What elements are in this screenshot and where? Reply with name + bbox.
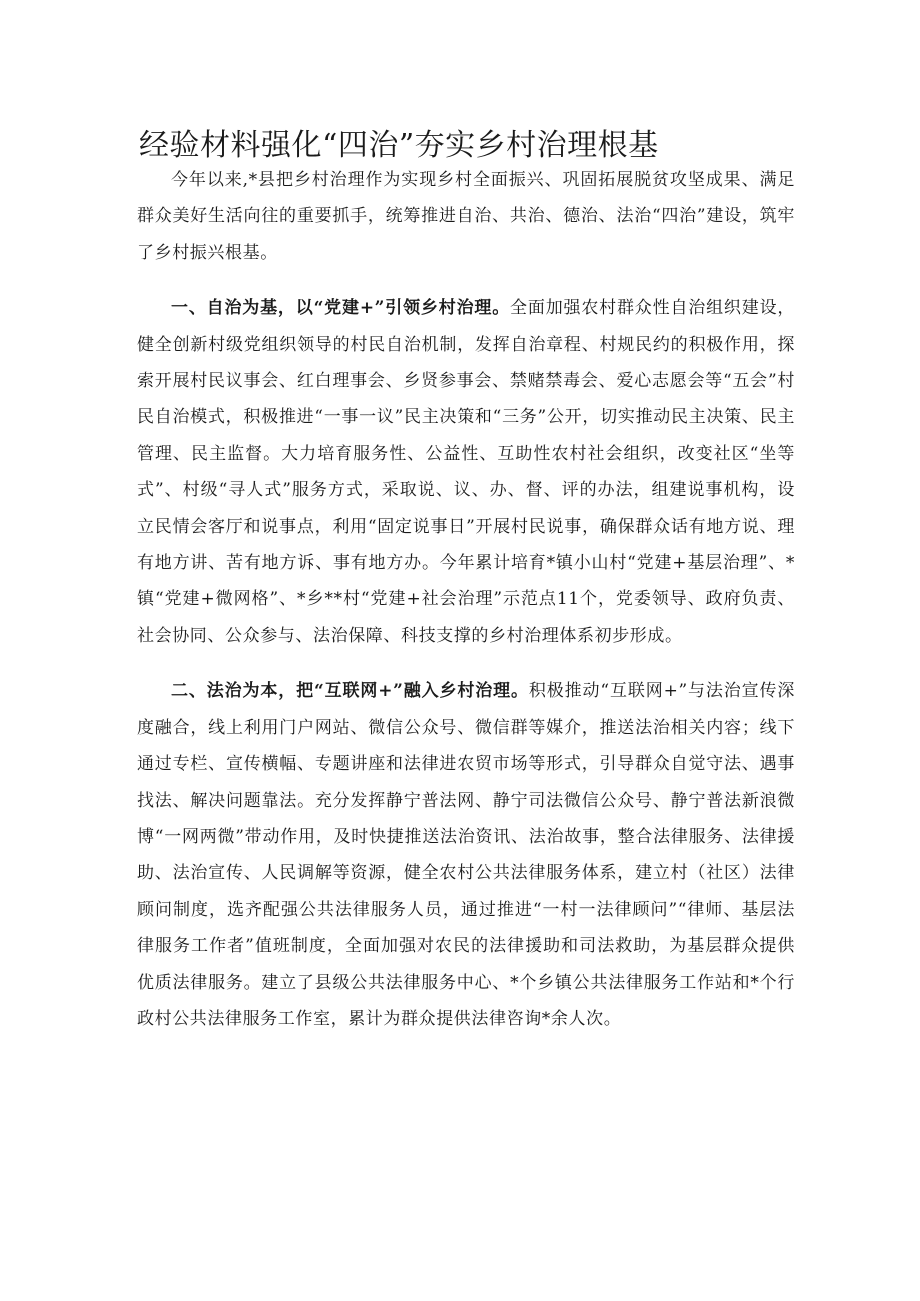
paragraph-section-1 xyxy=(137,290,795,654)
paragraph-text: 积极推动“互联网+”与法治宣传深度融合，线上利用门户网站、微信公众号、微信群等媒介，推送法治相关内容；线下通过专栏、宣传横幅、专题讲座和法律进农贸市场等形式，引导群众自觉守法、遇事找法、解决问题靠法。充分发挥静宁普法网、静宁司法微信公众号、静宁普法新浪微博“一网两微”带动作用，及时快捷推送法治资讯、法治故事，整合法律服务、法律援助、法治宣传、人民调解等资源，健全农村公共法律服务体系，建立村（社区）法律顾问制度，选齐配强公共法律服务人员，通过推进“一村一法律顾问”“律师、基层法律服务工作者”值班制度，全面加强对农民的法律援助和司法救助，为基层群众提供优质法律服务。建立了县级公共法律服务中心、*个乡镇公共法律服务工作站和*个行政村公共法律服务工作室，累计为群众提供法律咨询*余人次。 xyxy=(137,681,795,1029)
section-heading: 二、法治为本，把“互联网+”融入乡村治理。 xyxy=(171,681,529,702)
document-title: 经验材料强化“四治”夯实乡村治理根基 xyxy=(139,128,659,163)
paragraph-text: 全面加强农村群众性自治组织建设，健全创新村级党组织领导的村民自治机制，发挥自治章程、村规民约的积极作用，探索开展村民议事会、红白理事会、乡贤参事会、禁赌禁毒会、爱心志愿会等“五会”村民自治模式，积极推进“一事一议”民主决策和“三务”公开，切实推动民主决策、民主管理、民主监督。大力培育服务性、公益性、互助性农村社会组织，改变社区“坐等式”、村级“寻人式”服务方式，采取说、议、办、督、评的办法，组建说事机构，设立民情会客厅和说事点，利用“固定说事日”开展村民说事，确保群众话有地方说、理有地方讲、苦有地方诉、事有地方办。今年累计培育*镇小山村“党建+基层治理”、*镇“党建+微网格”、*乡**村“党建+社会治理”示范点11个，党委领导、政府负责、社会协同、公众参与、法治保障、科技支撑的乡村治理体系初步形成。 xyxy=(137,298,795,646)
document-body xyxy=(137,162,795,1056)
paragraph-text: 今年以来,*县把乡村治理作为实现乡村全面振兴、巩固拓展脱贫攻坚成果、满足群众美好生活向往的重要抓手，统筹推进自治、共治、德治、法治“四治”建设，筑牢了乡村振兴根基。 xyxy=(137,170,795,263)
paragraph-section-2 xyxy=(137,673,795,1037)
paragraph-intro xyxy=(137,162,795,271)
section-heading: 一、自治为基，以“党建+”引领乡村治理。 xyxy=(171,298,511,319)
